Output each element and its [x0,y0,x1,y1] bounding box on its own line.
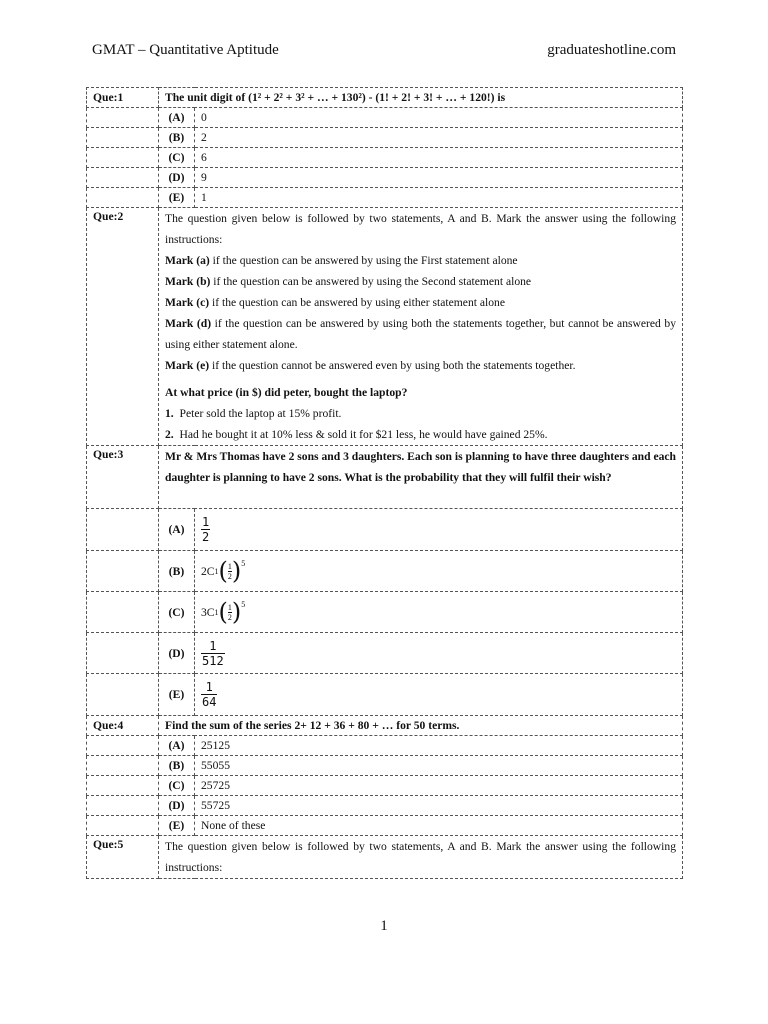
q4-option-c-value: 25725 [195,776,683,796]
q1-option-d-value: 9 [195,168,683,188]
q3-option-a-key: (A) [159,509,195,551]
q3-option-b-value [195,551,683,592]
q1-option-a [87,108,683,128]
small-fraction-denominator: 2 [227,612,232,622]
q3-option-e [87,674,683,716]
q3-option-c-key: (C) [159,592,195,633]
q1-option-a-key: (A) [159,108,195,128]
q2-mark-c-text: if the question can be answered by using either statement alone [209,296,505,309]
q4-option-a-value: 25125 [195,736,683,756]
right-paren: ) [231,598,242,626]
combination-subscript: 1 [214,566,219,576]
q2-mark-e [165,355,676,376]
q2-question: At what price (in $) did peter, bought the laptop? [165,386,408,399]
q4-option-d-key: (D) [159,796,195,816]
q3-option-d [87,633,683,674]
small-fraction-numerator: 1 [227,561,232,571]
q2-intro: The question given below is followed by two statements, A and B. Mark the answer using the following instructions: [165,212,676,246]
q2-mark-b [165,271,676,292]
left-paren: ( [218,598,228,626]
q4-option-b-value: 55055 [195,756,683,776]
q4-option-d [87,796,683,816]
q1-option-e-key: (E) [159,188,195,208]
fraction [201,515,210,544]
header-website: graduateshotline.com [547,42,676,58]
q4-option-c [87,776,683,796]
q1-option-d [87,168,683,188]
q2-statement-2-text: Had he bought it at 10% less & sold it for $21 less, he would have gained 25%. [179,428,548,441]
q1-option-a-value: 0 [195,108,683,128]
fraction-numerator: 1 [205,680,213,694]
q2-mark-e-label: Mark (e) [165,359,210,372]
q3-option-b-key: (B) [159,551,195,592]
combination-expression [201,600,245,624]
question-2-row [87,208,683,446]
q4-option-b-key: (B) [159,756,195,776]
question-1-text: The unit digit of (1² + 2² + 3² + … + 130²) - (1! + 2! + 3! + … + 120!) is [159,88,683,108]
q2-mark-a-label: Mark (a) [165,254,210,267]
combination-coefficient: 3C [201,605,215,619]
question-4-text: Find the sum of the series 2+ 12 + 36 + 80 + … for 50 terms. [159,716,683,736]
question-4-row [87,716,683,736]
q4-option-e-value: None of these [195,816,683,836]
q4-option-a [87,736,683,756]
fraction-denominator: 512 [202,653,224,668]
q3-option-e-key: (E) [159,674,195,716]
q2-mark-d [165,313,676,355]
question-1-row [87,88,683,108]
exponent: 5 [241,559,246,568]
q4-option-a-key: (A) [159,736,195,756]
question-3-label: Que:3 [87,446,159,509]
q1-option-b-key: (B) [159,128,195,148]
q1-option-b [87,128,683,148]
questions-table [86,87,683,879]
q1-option-e-value: 1 [195,188,683,208]
q3-option-e-value [195,674,683,716]
exponent: 5 [241,600,246,609]
fraction [201,639,225,668]
q2-mark-d-label: Mark (d) [165,317,212,330]
question-1-label: Que:1 [87,88,159,108]
q2-mark-a-text: if the question can be answered by using the First statement alone [209,254,518,267]
q4-option-b [87,756,683,776]
q1-option-d-key: (D) [159,168,195,188]
q2-mark-d-text: if the question can be answered by using both the statements together, but cannot be answered by using either statement alone. [165,317,676,351]
question-3-row [87,446,683,509]
q2-mark-e-text: if the question cannot be answered even by using both the statements together. [209,359,576,372]
q1-option-c [87,148,683,168]
combination-expression [201,559,245,583]
q3-option-a-value [195,509,683,551]
q4-option-e [87,816,683,836]
question-5-intro: The question given below is followed by two statements, A and B. Mark the answer using the following instructions: [159,836,683,879]
q4-option-c-key: (C) [159,776,195,796]
q4-option-e-key: (E) [159,816,195,836]
q2-mark-a [165,250,676,271]
small-fraction-denominator: 2 [227,571,232,581]
right-paren: ) [231,557,242,585]
question-5-row [87,836,683,879]
page-number: 1 [380,918,388,934]
q1-option-c-key: (C) [159,148,195,168]
fraction-numerator: 1 [202,515,210,529]
q2-mark-c-label: Mark (c) [165,296,210,309]
header-title: GMAT – Quantitative Aptitude [92,42,279,58]
q2-mark-b-label: Mark (b) [165,275,211,288]
q2-statement-1-num: 1. [165,407,174,420]
small-fraction-numerator: 1 [227,602,232,612]
fraction-numerator: 1 [209,638,217,653]
q2-statement-2 [165,424,676,445]
q1-option-c-value: 6 [195,148,683,168]
q2-statement-1 [165,403,676,424]
q1-option-e [87,188,683,208]
q3-option-c [87,592,683,633]
q2-statement-1-text: Peter sold the laptop at 15% profit. [179,407,342,420]
q1-option-b-value: 2 [195,128,683,148]
fraction-denominator: 64 [202,695,217,709]
q2-mark-c [165,292,676,313]
fraction-denominator: 2 [202,530,210,544]
q3-option-d-value [195,633,683,674]
q2-mark-b-text: if the question can be answered by using the Second statement alone [210,275,532,288]
question-2-label: Que:2 [87,208,159,446]
question-4-label: Que:4 [87,716,159,736]
q3-option-b [87,551,683,592]
combination-subscript: 1 [214,607,219,617]
q3-option-c-value [195,592,683,633]
question-2-body [159,208,683,446]
q3-option-a [87,509,683,551]
combination-coefficient: 2C [201,564,215,578]
left-paren: ( [218,557,228,585]
question-3-text: Mr & Mrs Thomas have 2 sons and 3 daughters. Each son is planning to have three daughters and each daughter is planning to have 2 sons. What is the probability that they will fulfil their wish? [159,446,683,509]
q3-option-d-key: (D) [159,633,195,674]
question-5-label: Que:5 [87,836,159,879]
q4-option-d-value: 55725 [195,796,683,816]
fraction [201,680,217,709]
q2-statement-2-num: 2. [165,428,174,441]
